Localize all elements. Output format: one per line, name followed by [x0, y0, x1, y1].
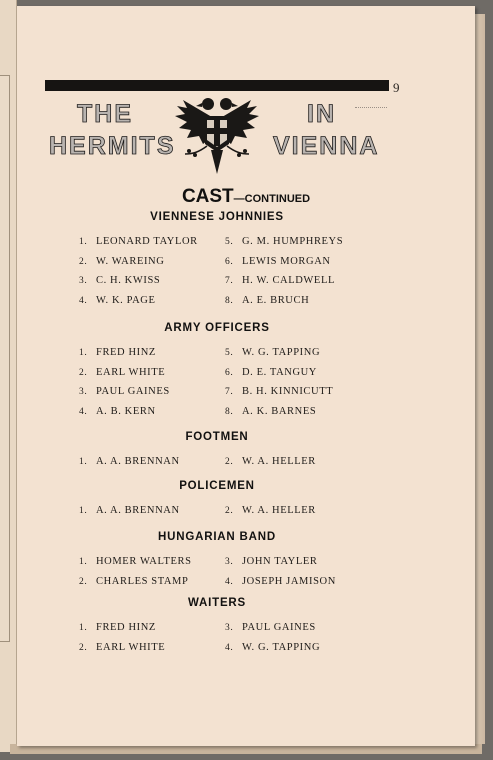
page-number: 9 — [393, 80, 400, 95]
title-word-in: IN — [307, 100, 336, 128]
cast-entry — [225, 256, 331, 267]
cast-entry-number: 4. — [79, 295, 88, 306]
cast-entry — [225, 295, 309, 306]
cast-entry-name: W. WAREING — [96, 255, 165, 267]
cast-entry-number: 4. — [79, 406, 88, 417]
title-word-the: THE — [77, 100, 133, 128]
cast-entry-name: A. E. BRUCH — [242, 294, 310, 306]
cast-entry-number: 2. — [79, 642, 88, 653]
cast-entry-name: W. A. HELLER — [242, 505, 316, 516]
section-heading: FOOTMEN — [185, 431, 249, 443]
cast-entry-number: 2. — [79, 576, 88, 587]
cast-entry — [79, 256, 164, 267]
cast-entry-name: A. A. BRENNAN — [96, 456, 180, 467]
cast-entry-name: W. G. TAPPING — [242, 641, 321, 653]
cast-entry — [79, 642, 165, 653]
cast-entry-number: 1. — [79, 623, 88, 633]
cast-entry — [225, 406, 316, 417]
cast-entry-name: FRED HINZ — [96, 622, 156, 633]
cast-entry-number: 8. — [225, 295, 234, 306]
cast-entry — [79, 386, 170, 397]
cast-entry — [225, 642, 320, 653]
cast-entry-name: A. A. BRENNAN — [96, 505, 180, 516]
section-heading: HUNGARIAN BAND — [158, 531, 276, 543]
cast-entry — [225, 622, 316, 633]
cast-entry-name: A. K. BARNES — [242, 405, 317, 417]
section-heading: ARMY OFFICERS — [164, 322, 270, 334]
cast-entry-name: W. K. PAGE — [96, 294, 156, 306]
cast-heading — [17, 186, 475, 208]
cast-entry-name: W. G. TAPPING — [242, 347, 321, 358]
cast-entry — [79, 556, 192, 567]
cast-entry-name: B. H. KINNICUTT — [242, 386, 334, 398]
cast-entry-name: H. W. CALDWELL — [242, 275, 335, 287]
cast-entry-number: 1. — [79, 506, 88, 516]
cast-entry-name: A. B. KERN — [96, 405, 156, 417]
cast-entry-name: CHARLES STAMP — [96, 575, 189, 587]
cast-entry-name: C. H. KWISS — [96, 275, 161, 287]
cast-entry-number: 3. — [225, 623, 234, 633]
cast-entry-number: 4. — [225, 576, 234, 587]
double-eagle-emblem-icon — [173, 94, 261, 178]
cast-entry — [225, 576, 336, 587]
cast-entry-number: 6. — [225, 256, 234, 267]
cast-entry-name: G. M. HUMPHREYS — [242, 236, 344, 247]
cast-entry-number: 6. — [225, 367, 234, 378]
cast-entry-number: 1. — [79, 457, 88, 467]
cast-entry-name: PAUL GAINES — [242, 622, 316, 633]
cast-entry-name: W. A. HELLER — [242, 456, 316, 467]
title-word-hermits: HERMITS — [49, 132, 176, 160]
cast-entry-name: FRED HINZ — [96, 347, 156, 358]
cast-entry-name: PAUL GAINES — [96, 386, 170, 398]
section-heading: VIENNESE JOHNNIES — [150, 211, 284, 223]
cast-entry — [225, 236, 343, 247]
program-page — [17, 6, 475, 746]
cast-entry — [79, 456, 180, 467]
cast-entry — [79, 295, 155, 306]
cast-entry-number: 7. — [225, 276, 234, 287]
cast-entry-name: LEONARD TAYLOR — [96, 236, 198, 247]
cast-title: CAST — [181, 186, 234, 207]
cast-entry-number: 2. — [79, 256, 88, 267]
cast-entry — [225, 367, 317, 378]
cast-entry — [225, 456, 316, 467]
cast-entry-name: D. E. TANGUY — [242, 366, 317, 378]
previous-page-border — [0, 75, 10, 642]
section-heading: POLICEMEN — [179, 480, 255, 492]
page-stack-right — [475, 14, 485, 744]
cast-entry — [79, 236, 198, 247]
cast-entry — [79, 622, 156, 633]
decorative-dotted-line — [355, 107, 387, 109]
cast-entry-name: JOHN TAYLER — [242, 556, 318, 567]
cast-entry-number: 2. — [225, 457, 234, 467]
cast-entry — [225, 556, 317, 567]
previous-page-edge — [0, 0, 17, 752]
cast-entry — [79, 576, 188, 587]
cast-entry — [79, 505, 180, 516]
header-rule — [45, 80, 389, 91]
title-word-vienna: VIENNA — [273, 132, 380, 160]
cast-entry-number: 5. — [225, 237, 234, 247]
cast-entry-name: HOMER WALTERS — [96, 556, 192, 567]
cast-entry-number: 1. — [79, 348, 88, 358]
cast-entry-number: 2. — [79, 367, 88, 378]
cast-entry-number: 3. — [79, 276, 88, 287]
cast-entry-number: 1. — [79, 557, 88, 567]
cast-entry — [225, 275, 335, 286]
cast-entry-name: JOSEPH JAMISON — [242, 575, 336, 587]
cast-entry-number: 7. — [225, 387, 234, 398]
cast-entry — [79, 347, 156, 358]
cast-entry-number: 1. — [79, 237, 88, 247]
cast-entry-number: 5. — [225, 348, 234, 358]
cast-entry-number: 3. — [79, 387, 88, 398]
cast-suffix: —CONTINUED — [233, 193, 311, 205]
cast-entry — [79, 275, 160, 286]
cast-entry — [225, 347, 320, 358]
cast-entry — [79, 367, 165, 378]
cast-entry-number: 4. — [225, 642, 234, 653]
cast-entry-name: LEWIS MORGAN — [242, 255, 331, 267]
cast-entry-number: 2. — [225, 506, 234, 516]
cast-entry-name: EARL WHITE — [96, 641, 166, 653]
cast-entry — [225, 505, 316, 516]
cast-entry — [79, 406, 156, 417]
cast-entry-number: 3. — [225, 557, 234, 567]
cast-entry-number: 8. — [225, 406, 234, 417]
section-heading: WAITERS — [188, 597, 246, 609]
cast-entry-name: EARL WHITE — [96, 366, 166, 378]
cast-entry — [225, 386, 333, 397]
